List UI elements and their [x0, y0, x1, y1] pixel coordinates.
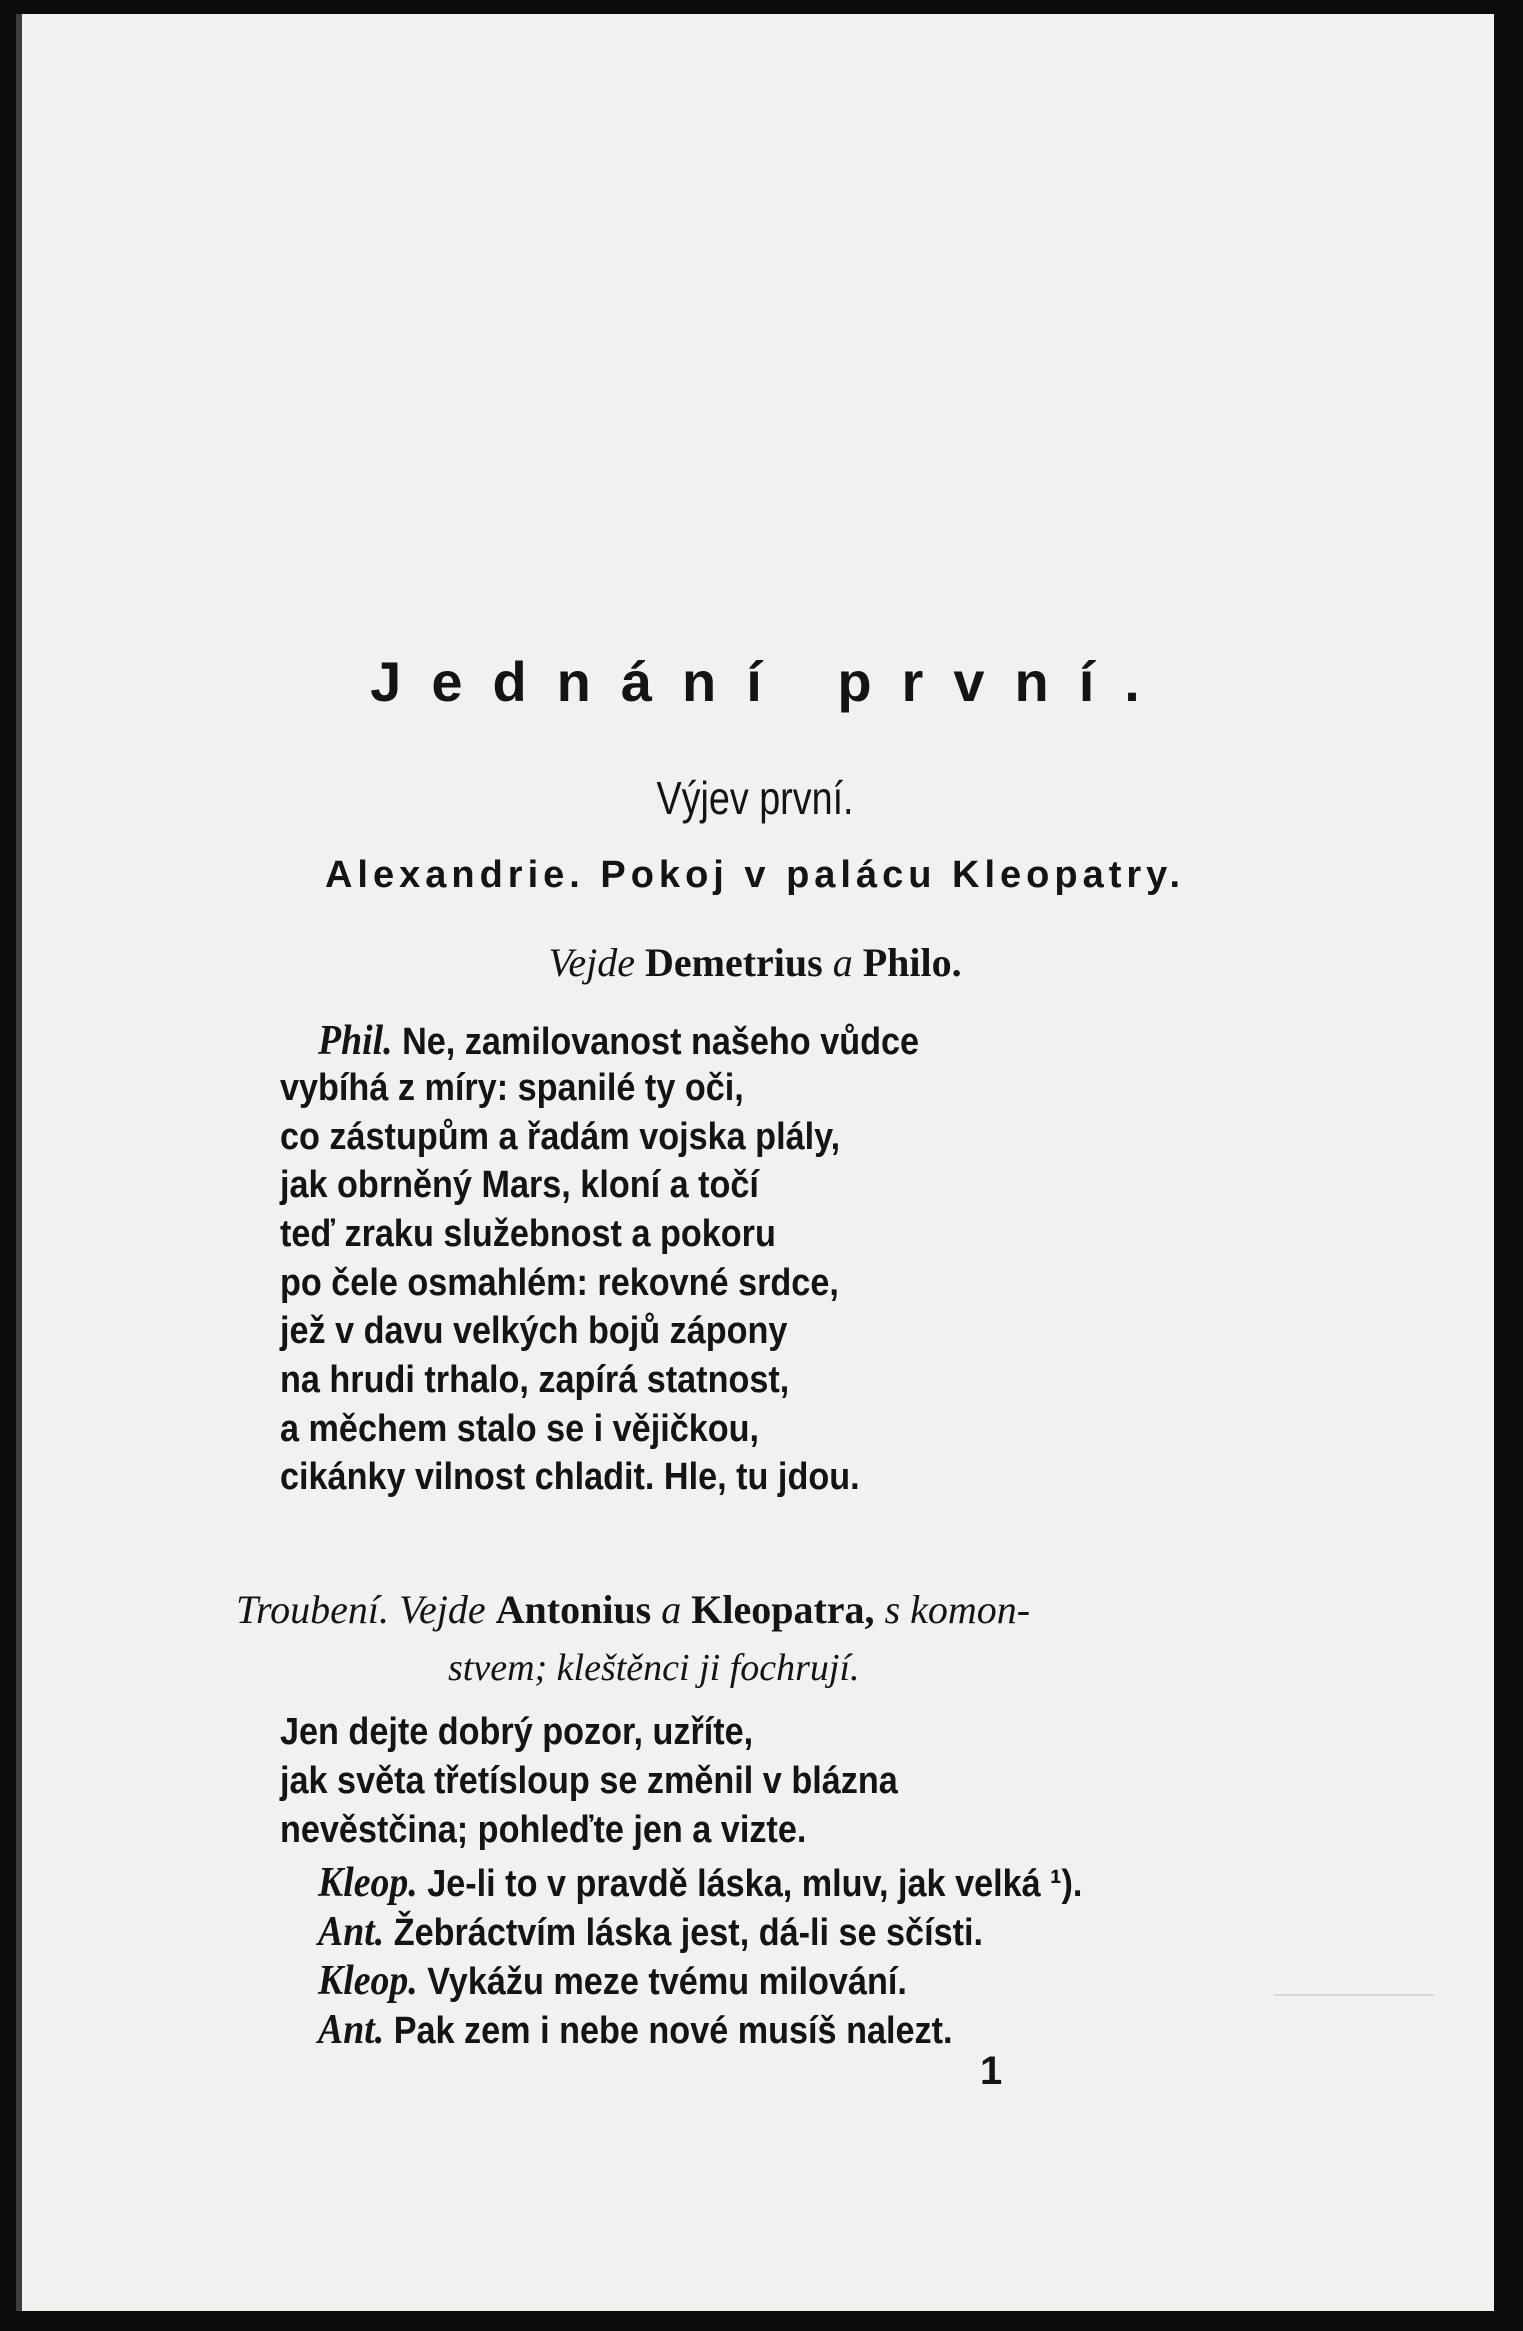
dialogue-line [318, 2006, 953, 2054]
dialogue-line [318, 1957, 907, 2005]
character-name: Demetrius [645, 940, 823, 985]
verse-line: nevěstčina; pohleďte jen a vizte. [280, 1809, 807, 1851]
stage-direction-entrance-2 [236, 1586, 1030, 1633]
verse-line: Jen dejte dobrý pozor, uzříte, [280, 1711, 754, 1753]
verse-line: po čele osmahlém: rekovné srdce, [280, 1262, 839, 1304]
verse-line: vybíhá z míry: spanilé ty oči, [280, 1067, 744, 1109]
stage-verb: Vejde [399, 1587, 486, 1632]
scene-location: Alexandrie. Pokoj v palácu Kleopatry. [324, 854, 1186, 896]
stage-direction-entrance-1 [16, 939, 1494, 986]
character-name: Antonius [495, 1587, 652, 1632]
dialogue-line [318, 1859, 1082, 1907]
verse-text: Žebráctvím láska jest, dá-li se sčísti. [393, 1912, 984, 1954]
verse-line: co zástupům a řadám vojska plály, [280, 1116, 841, 1158]
act-title: Jednání první. [370, 650, 1170, 713]
verse-line: a měchem stalo se i vějičkou, [280, 1408, 760, 1450]
character-name: Kleopatra, [691, 1587, 875, 1632]
verse-text: Pak zem i nebe nové musíš nalezt. [393, 2010, 953, 2052]
speaker-name: Kleop. [318, 1860, 418, 1906]
verse-line: jak světa třetísloup se změnil v blázna [280, 1760, 898, 1802]
dialogue-line [318, 1908, 983, 1956]
stage-conjunction: a [832, 940, 853, 985]
book-page [16, 14, 1494, 2311]
verse-line: jež v davu velkých bojů zápony [280, 1310, 788, 1352]
page-edge-shadow [16, 14, 22, 2311]
verse-text: Ne, zamilovanost našeho vůdce [402, 1021, 920, 1063]
verse-line: na hrudi trhalo, zapírá statnost, [280, 1359, 790, 1401]
speaker-name: Kleop. [318, 1958, 418, 2004]
stage-direction-continuation: stvem; kleštěnci ji fochrují. [448, 1647, 860, 1689]
stage-verb: Vejde [548, 940, 635, 985]
verse-text: Je-li to v pravdě láska, mluv, jak velká ¹). [427, 1863, 1083, 1905]
stage-direction-text: Troubení. [236, 1587, 389, 1632]
stage-direction-text: s komon- [884, 1587, 1031, 1632]
speaker-name: Phil. [318, 1018, 393, 1064]
bleed-through-mark [1274, 1994, 1434, 1996]
verse-line: jak obrněný Mars, kloní a točí [280, 1164, 759, 1206]
verse-line: teď zraku služebnost a pokoru [280, 1213, 776, 1255]
page-number: 1 [980, 2049, 1003, 2093]
character-name: Philo. [862, 940, 962, 985]
stage-conjunction: a [661, 1587, 682, 1632]
speaker-name: Ant. [318, 1909, 385, 1955]
scene-title: Výjev první. [656, 772, 854, 824]
verse-line: cikánky vilnost chladit. Hle, tu jdou. [280, 1456, 860, 1498]
verse-text: Vykážu meze tvému milování. [427, 1961, 907, 2003]
verse-line [318, 1017, 919, 1065]
speaker-name: Ant. [318, 2007, 385, 2053]
